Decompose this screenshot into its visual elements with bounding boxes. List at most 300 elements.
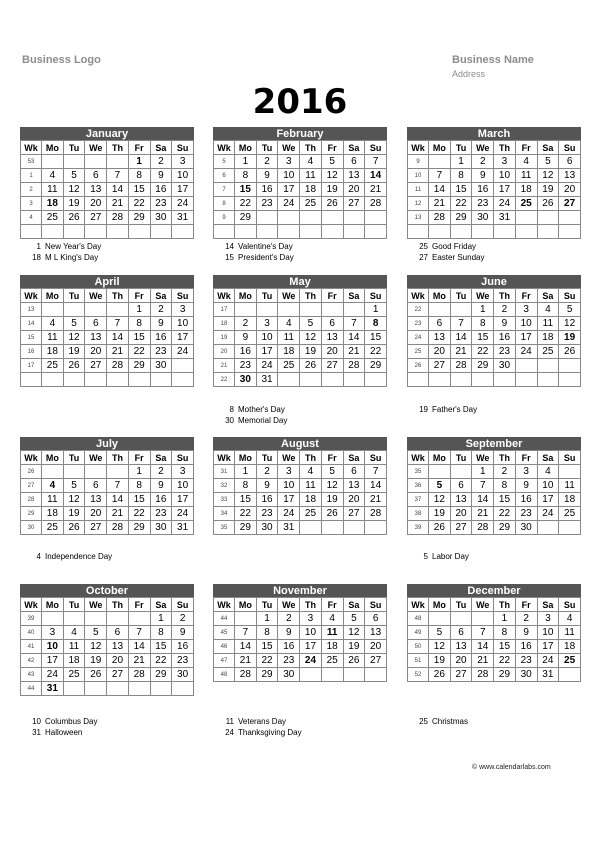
day-cell: 12 <box>63 493 85 507</box>
day-cell: 9 <box>278 626 300 640</box>
day-cell: 2 <box>150 155 172 169</box>
day-cell: 12 <box>429 640 451 654</box>
week-row <box>214 507 387 521</box>
day-cell <box>42 612 64 626</box>
month-table <box>213 450 387 535</box>
day-cell: 5 <box>63 169 85 183</box>
day-cell: 29 <box>256 668 278 682</box>
week-number: 33 <box>214 493 235 507</box>
holiday-date: 11 <box>225 717 234 726</box>
day-cell: 10 <box>537 626 559 640</box>
day-cell: 30 <box>256 521 278 535</box>
day-cell: 19 <box>321 493 343 507</box>
week-number: 27 <box>21 479 42 493</box>
day-cell <box>172 682 194 696</box>
day-cell: 14 <box>107 331 129 345</box>
day-cell <box>429 612 451 626</box>
week-number: 26 <box>408 359 429 373</box>
day-cell <box>300 668 322 682</box>
day-cell: 17 <box>300 640 322 654</box>
day-cell: 14 <box>472 640 494 654</box>
day-cell: 7 <box>450 317 472 331</box>
day-cell: 2 <box>172 612 194 626</box>
day-cell <box>63 303 85 317</box>
week-number: 30 <box>21 521 42 535</box>
holiday-date: 24 <box>225 728 234 737</box>
day-cell: 19 <box>559 331 581 345</box>
day-cell: 29 <box>128 359 150 373</box>
day-cell: 13 <box>429 331 451 345</box>
day-header: Mo <box>429 598 451 612</box>
day-cell <box>321 303 343 317</box>
day-header: Sa <box>537 141 559 155</box>
month-table <box>20 288 194 387</box>
day-cell: 17 <box>537 640 559 654</box>
day-cell: 13 <box>450 493 472 507</box>
holiday-date: 31 <box>32 728 41 737</box>
month-april <box>20 275 194 387</box>
day-cell: 21 <box>365 183 387 197</box>
day-cell <box>63 225 85 239</box>
day-cell: 3 <box>172 155 194 169</box>
day-cell: 11 <box>559 479 581 493</box>
day-cell: 11 <box>300 479 322 493</box>
month-title: May <box>213 275 387 288</box>
day-cell <box>321 668 343 682</box>
day-cell: 11 <box>63 640 85 654</box>
day-cell: 14 <box>472 493 494 507</box>
day-cell: 21 <box>107 345 129 359</box>
week-row <box>214 465 387 479</box>
week-row <box>408 654 581 668</box>
week-number: 34 <box>214 507 235 521</box>
day-header: Tu <box>256 141 278 155</box>
day-cell: 27 <box>559 197 581 211</box>
week-number: 22 <box>214 373 235 387</box>
holiday-name: Father's Day <box>432 405 478 414</box>
day-header: Wk <box>21 141 42 155</box>
day-cell: 22 <box>256 654 278 668</box>
week-number: 31 <box>214 465 235 479</box>
day-cell: 1 <box>365 303 387 317</box>
day-cell: 21 <box>128 654 150 668</box>
day-header: Wk <box>214 141 235 155</box>
day-cell: 31 <box>256 373 278 387</box>
day-header: Su <box>559 598 581 612</box>
week-row <box>21 155 194 169</box>
day-cell: 3 <box>278 465 300 479</box>
day-cell: 26 <box>63 359 85 373</box>
day-cell: 26 <box>63 211 85 225</box>
day-cell: 4 <box>537 465 559 479</box>
day-cell: 23 <box>494 345 516 359</box>
day-header: Fr <box>321 451 343 465</box>
day-header: Sa <box>343 141 365 155</box>
day-header: Sa <box>537 598 559 612</box>
day-cell: 2 <box>494 303 516 317</box>
day-cell <box>107 155 129 169</box>
day-cell: 10 <box>42 640 64 654</box>
day-header: Sa <box>343 289 365 303</box>
day-cell <box>128 225 150 239</box>
holiday-date: 14 <box>225 242 234 251</box>
day-header: Mo <box>235 598 257 612</box>
month-january <box>20 127 194 239</box>
day-cell: 23 <box>150 345 172 359</box>
week-number: 2 <box>21 183 42 197</box>
day-cell: 27 <box>321 359 343 373</box>
day-cell: 2 <box>256 155 278 169</box>
week-number: 17 <box>214 303 235 317</box>
holiday-date: 1 <box>36 242 41 251</box>
day-cell: 27 <box>85 211 107 225</box>
day-cell: 5 <box>559 303 581 317</box>
month-table <box>20 140 194 239</box>
day-cell: 25 <box>559 507 581 521</box>
day-header: Wk <box>21 289 42 303</box>
holiday-list <box>411 716 591 727</box>
day-cell: 29 <box>365 359 387 373</box>
holiday-list <box>217 404 397 426</box>
day-cell: 29 <box>128 211 150 225</box>
day-cell: 26 <box>559 345 581 359</box>
day-cell: 9 <box>515 479 537 493</box>
day-cell: 24 <box>278 507 300 521</box>
week-row <box>408 479 581 493</box>
day-cell: 30 <box>494 359 516 373</box>
month-title: October <box>20 584 194 597</box>
day-cell: 4 <box>300 465 322 479</box>
day-cell <box>515 225 537 239</box>
day-cell: 8 <box>450 169 472 183</box>
day-cell <box>278 373 300 387</box>
holiday-name: New Year's Day <box>45 242 102 251</box>
day-cell: 6 <box>85 479 107 493</box>
day-cell: 22 <box>494 654 516 668</box>
week-number: 37 <box>408 493 429 507</box>
day-cell <box>256 225 278 239</box>
holiday-item <box>411 252 591 263</box>
day-cell: 6 <box>85 317 107 331</box>
holiday-item <box>217 415 397 426</box>
day-cell <box>107 303 129 317</box>
day-cell: 9 <box>515 626 537 640</box>
day-cell: 21 <box>107 507 129 521</box>
week-row <box>408 612 581 626</box>
day-cell: 8 <box>472 317 494 331</box>
week-number: 35 <box>408 465 429 479</box>
day-cell: 31 <box>494 211 516 225</box>
week-row <box>214 183 387 197</box>
day-cell: 27 <box>365 654 387 668</box>
day-cell: 20 <box>450 507 472 521</box>
day-cell: 23 <box>515 654 537 668</box>
holiday-item <box>217 241 397 252</box>
day-cell: 17 <box>172 493 194 507</box>
day-cell: 8 <box>235 169 257 183</box>
day-cell: 17 <box>172 331 194 345</box>
day-header: Tu <box>256 289 278 303</box>
day-cell <box>515 359 537 373</box>
day-cell: 4 <box>300 155 322 169</box>
week-number: 16 <box>21 345 42 359</box>
day-header: Wk <box>408 141 429 155</box>
week-row <box>21 668 194 682</box>
month-title: July <box>20 437 194 450</box>
day-header: Fr <box>515 289 537 303</box>
month-table <box>213 140 387 239</box>
day-cell: 13 <box>559 169 581 183</box>
day-cell: 21 <box>472 654 494 668</box>
day-cell: 19 <box>343 640 365 654</box>
holiday-name: Veterans Day <box>238 717 287 726</box>
holiday-date: 4 <box>36 552 41 561</box>
day-cell <box>172 359 194 373</box>
holiday-item <box>217 404 397 415</box>
holiday-name: Valentine's Day <box>238 242 293 251</box>
year-title: 2016 <box>252 82 348 122</box>
day-cell: 6 <box>429 317 451 331</box>
month-may <box>213 275 387 387</box>
day-cell: 21 <box>450 345 472 359</box>
day-cell: 18 <box>537 331 559 345</box>
day-cell <box>365 521 387 535</box>
week-number: 49 <box>408 626 429 640</box>
day-cell: 28 <box>343 359 365 373</box>
day-cell: 28 <box>450 359 472 373</box>
week-row <box>214 225 387 239</box>
day-header: Wk <box>214 289 235 303</box>
week-row <box>408 303 581 317</box>
day-header: Wk <box>214 451 235 465</box>
day-cell <box>429 303 451 317</box>
day-header: Su <box>559 289 581 303</box>
day-cell: 8 <box>128 479 150 493</box>
day-cell: 7 <box>472 626 494 640</box>
day-header: We <box>85 141 107 155</box>
day-cell <box>63 465 85 479</box>
week-row <box>21 682 194 696</box>
day-cell: 11 <box>42 183 64 197</box>
day-header: Fr <box>128 289 150 303</box>
day-cell: 2 <box>472 155 494 169</box>
day-cell: 4 <box>42 317 64 331</box>
month-july <box>20 437 194 535</box>
week-row <box>214 331 387 345</box>
holiday-list <box>411 404 591 415</box>
day-cell: 15 <box>235 183 257 197</box>
day-cell: 22 <box>128 345 150 359</box>
day-cell: 25 <box>537 345 559 359</box>
day-cell <box>42 225 64 239</box>
day-cell: 23 <box>256 197 278 211</box>
day-cell: 28 <box>107 211 129 225</box>
day-cell <box>450 225 472 239</box>
day-cell: 10 <box>172 317 194 331</box>
week-row <box>408 465 581 479</box>
day-cell: 20 <box>85 345 107 359</box>
holiday-item <box>217 252 397 263</box>
day-cell: 24 <box>172 197 194 211</box>
day-cell <box>450 612 472 626</box>
day-cell: 28 <box>107 521 129 535</box>
day-cell: 16 <box>150 493 172 507</box>
day-cell: 20 <box>365 640 387 654</box>
day-cell <box>429 155 451 169</box>
holiday-date: 25 <box>419 242 428 251</box>
holiday-item <box>24 241 204 252</box>
day-cell <box>559 225 581 239</box>
week-number: 41 <box>21 640 42 654</box>
week-row <box>214 626 387 640</box>
day-cell: 20 <box>321 345 343 359</box>
week-row <box>214 612 387 626</box>
day-header: Su <box>559 141 581 155</box>
day-cell <box>494 225 516 239</box>
day-cell: 30 <box>235 373 257 387</box>
day-cell: 17 <box>537 493 559 507</box>
day-header: Mo <box>429 141 451 155</box>
day-cell: 28 <box>128 668 150 682</box>
day-cell <box>85 225 107 239</box>
week-number: 32 <box>214 479 235 493</box>
day-cell: 28 <box>472 668 494 682</box>
day-cell: 26 <box>343 654 365 668</box>
day-cell: 16 <box>278 640 300 654</box>
week-row <box>214 155 387 169</box>
day-cell <box>85 465 107 479</box>
week-row <box>408 317 581 331</box>
day-header: Wk <box>21 451 42 465</box>
day-cell: 30 <box>150 359 172 373</box>
day-cell: 19 <box>321 183 343 197</box>
credit-text: © www.calendarlabs.com <box>472 764 551 771</box>
day-cell: 15 <box>235 493 257 507</box>
week-number: 23 <box>408 317 429 331</box>
month-title: November <box>213 584 387 597</box>
week-number: 15 <box>21 331 42 345</box>
day-cell: 10 <box>300 626 322 640</box>
day-cell: 23 <box>256 507 278 521</box>
day-cell: 26 <box>537 197 559 211</box>
day-cell: 7 <box>365 465 387 479</box>
day-cell: 15 <box>365 331 387 345</box>
day-header: Su <box>172 451 194 465</box>
month-table <box>20 597 194 696</box>
day-cell: 19 <box>85 654 107 668</box>
day-cell <box>365 211 387 225</box>
day-cell: 30 <box>150 211 172 225</box>
day-cell: 20 <box>343 493 365 507</box>
day-cell: 14 <box>107 493 129 507</box>
day-cell: 6 <box>559 155 581 169</box>
day-cell: 12 <box>429 493 451 507</box>
day-cell: 12 <box>537 169 559 183</box>
day-cell: 16 <box>172 640 194 654</box>
day-header: Th <box>494 289 516 303</box>
day-cell: 1 <box>150 612 172 626</box>
week-number: 38 <box>408 507 429 521</box>
week-number: 1 <box>21 169 42 183</box>
holiday-name: Good Friday <box>432 242 477 251</box>
business-address: Address <box>452 69 486 79</box>
week-row <box>21 225 194 239</box>
week-number: 25 <box>408 345 429 359</box>
holiday-item <box>411 241 591 252</box>
day-cell <box>172 373 194 387</box>
day-cell: 6 <box>365 612 387 626</box>
day-cell <box>321 225 343 239</box>
week-number: 29 <box>21 507 42 521</box>
week-row <box>214 521 387 535</box>
day-cell: 20 <box>559 183 581 197</box>
day-cell: 15 <box>128 331 150 345</box>
holiday-list <box>217 716 397 738</box>
day-cell: 14 <box>365 169 387 183</box>
day-cell: 22 <box>472 345 494 359</box>
day-cell: 18 <box>515 183 537 197</box>
day-cell <box>128 373 150 387</box>
week-row <box>21 169 194 183</box>
day-cell: 3 <box>494 155 516 169</box>
day-cell <box>63 155 85 169</box>
business-logo: Business Logo <box>22 54 101 66</box>
day-cell: 17 <box>172 183 194 197</box>
week-row <box>21 626 194 640</box>
day-cell: 8 <box>150 626 172 640</box>
day-header: Mo <box>42 289 64 303</box>
day-header: Su <box>365 598 387 612</box>
month-november <box>213 584 387 682</box>
day-cell <box>429 373 451 387</box>
day-cell: 9 <box>256 479 278 493</box>
week-number <box>408 373 429 387</box>
day-cell: 16 <box>256 493 278 507</box>
day-cell: 24 <box>300 654 322 668</box>
day-cell: 18 <box>300 183 322 197</box>
day-cell: 28 <box>472 521 494 535</box>
month-table <box>407 450 581 535</box>
day-cell: 9 <box>256 169 278 183</box>
day-cell: 3 <box>515 303 537 317</box>
week-number: 5 <box>214 155 235 169</box>
day-cell <box>559 373 581 387</box>
week-row <box>408 359 581 373</box>
day-header: We <box>472 289 494 303</box>
week-number: 50 <box>408 640 429 654</box>
day-header: Mo <box>429 289 451 303</box>
week-number: 48 <box>214 668 235 682</box>
week-row <box>214 493 387 507</box>
day-cell: 27 <box>107 668 129 682</box>
day-cell: 24 <box>256 359 278 373</box>
day-cell <box>63 682 85 696</box>
day-header: Tu <box>63 451 85 465</box>
day-cell: 22 <box>128 197 150 211</box>
week-row <box>408 211 581 225</box>
day-cell <box>472 612 494 626</box>
business-name: Business Name <box>452 54 534 66</box>
day-header: Sa <box>150 598 172 612</box>
week-row <box>408 668 581 682</box>
day-cell: 31 <box>172 211 194 225</box>
day-header: We <box>278 141 300 155</box>
day-cell <box>235 303 257 317</box>
day-cell: 30 <box>278 668 300 682</box>
day-header: Fr <box>128 451 150 465</box>
day-cell: 25 <box>300 507 322 521</box>
day-header: We <box>472 598 494 612</box>
